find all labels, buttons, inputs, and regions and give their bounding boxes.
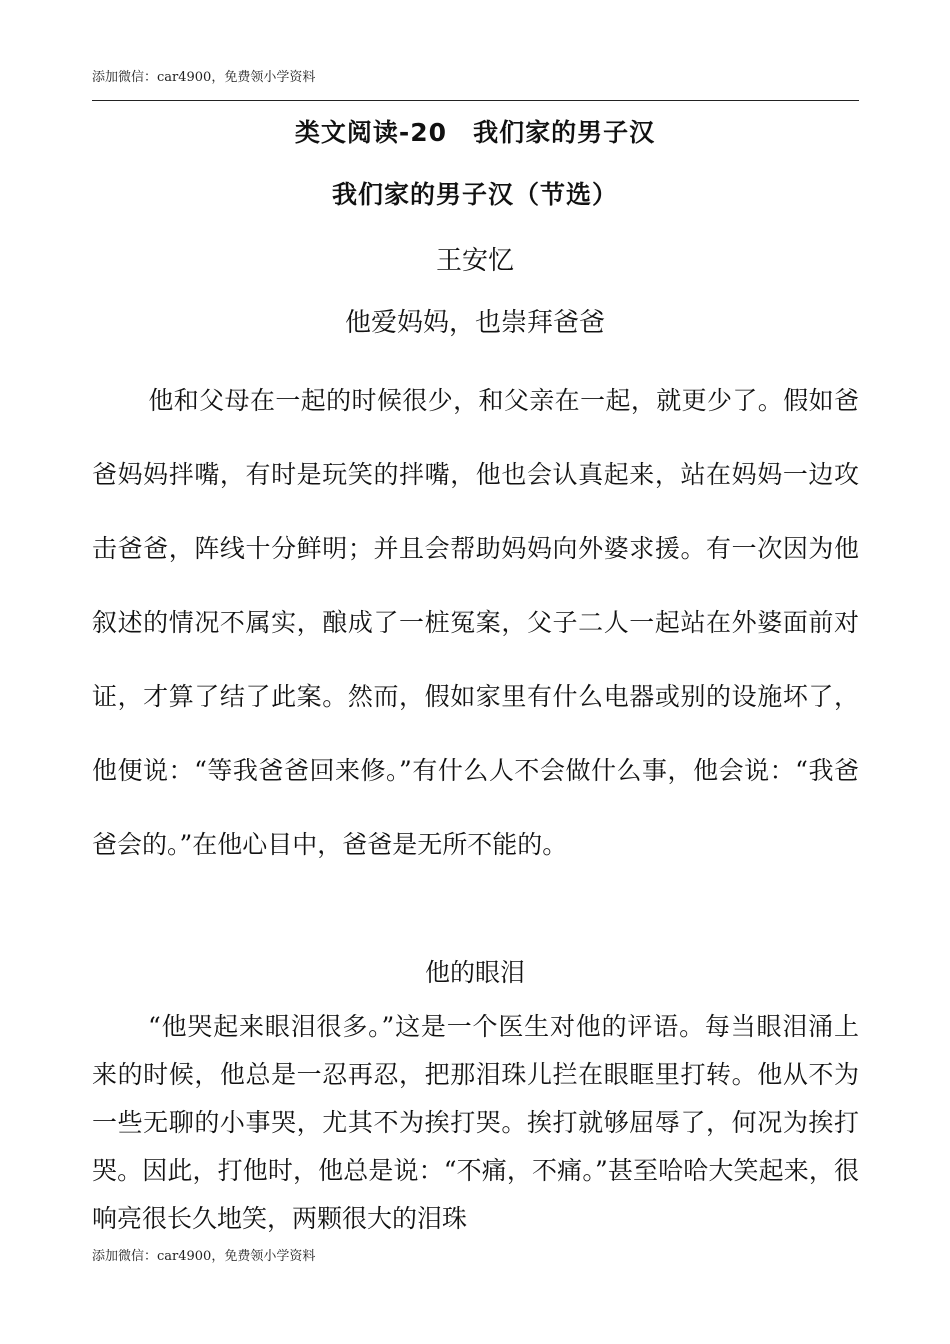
section-paragraph [92, 1003, 859, 1243]
footer-note: 添加微信：car4900，免费领小学资料 [92, 1249, 316, 1264]
header-divider [92, 100, 859, 101]
series-title: 类文阅读-20 我们家的男子汉 [294, 118, 656, 147]
section-heading: 他爱妈妈，也崇拜爸爸 [344, 308, 605, 338]
paragraph-text: “他哭起来眼泪很多。”这是一个医生对他的评语。每当眼泪涌上来的时候，他总是一忍再忍，把那泪珠儿拦在眼眶里打转。他从不为一些无聊的小事哭，尤其不为挨打哭。挨打就够屈辱了，何况为挨打哭。因此，打他时，他总是说：“不痛，不痛。”甚至哈哈大笑起来，很响亮很长久地笑，两颗很大的泪珠 [92, 1012, 859, 1233]
article-title: 我们家的男子汉（节选） [331, 180, 618, 209]
author-name: 王安忆 [435, 246, 514, 276]
paragraph-text: 他和父母在一起的时候很少，和父亲在一起，就更少了。假如爸爸妈妈拌嘴，有时是玩笑的拌嘴，他也会认真起来，站在妈妈一边攻击爸爸，阵线十分鲜明；并且会帮助妈妈向外婆求援。有一次因为他叙述的情况不属实，酿成了一桩冤案，父子二人一起站在外婆面前对证，才算了结了此案。然而，假如家里有什么电器或别的设施坏了，他便说：“等我爸爸回来修。”有什么人不会做什么事，他会说：“我爸爸会的。”在他心目中，爸爸是无所不能的。 [92, 386, 859, 859]
section-heading: 他的眼泪 [424, 958, 525, 987]
header-note: 添加微信：car4900，免费领小学资料 [92, 70, 316, 85]
section-paragraph [92, 364, 859, 882]
